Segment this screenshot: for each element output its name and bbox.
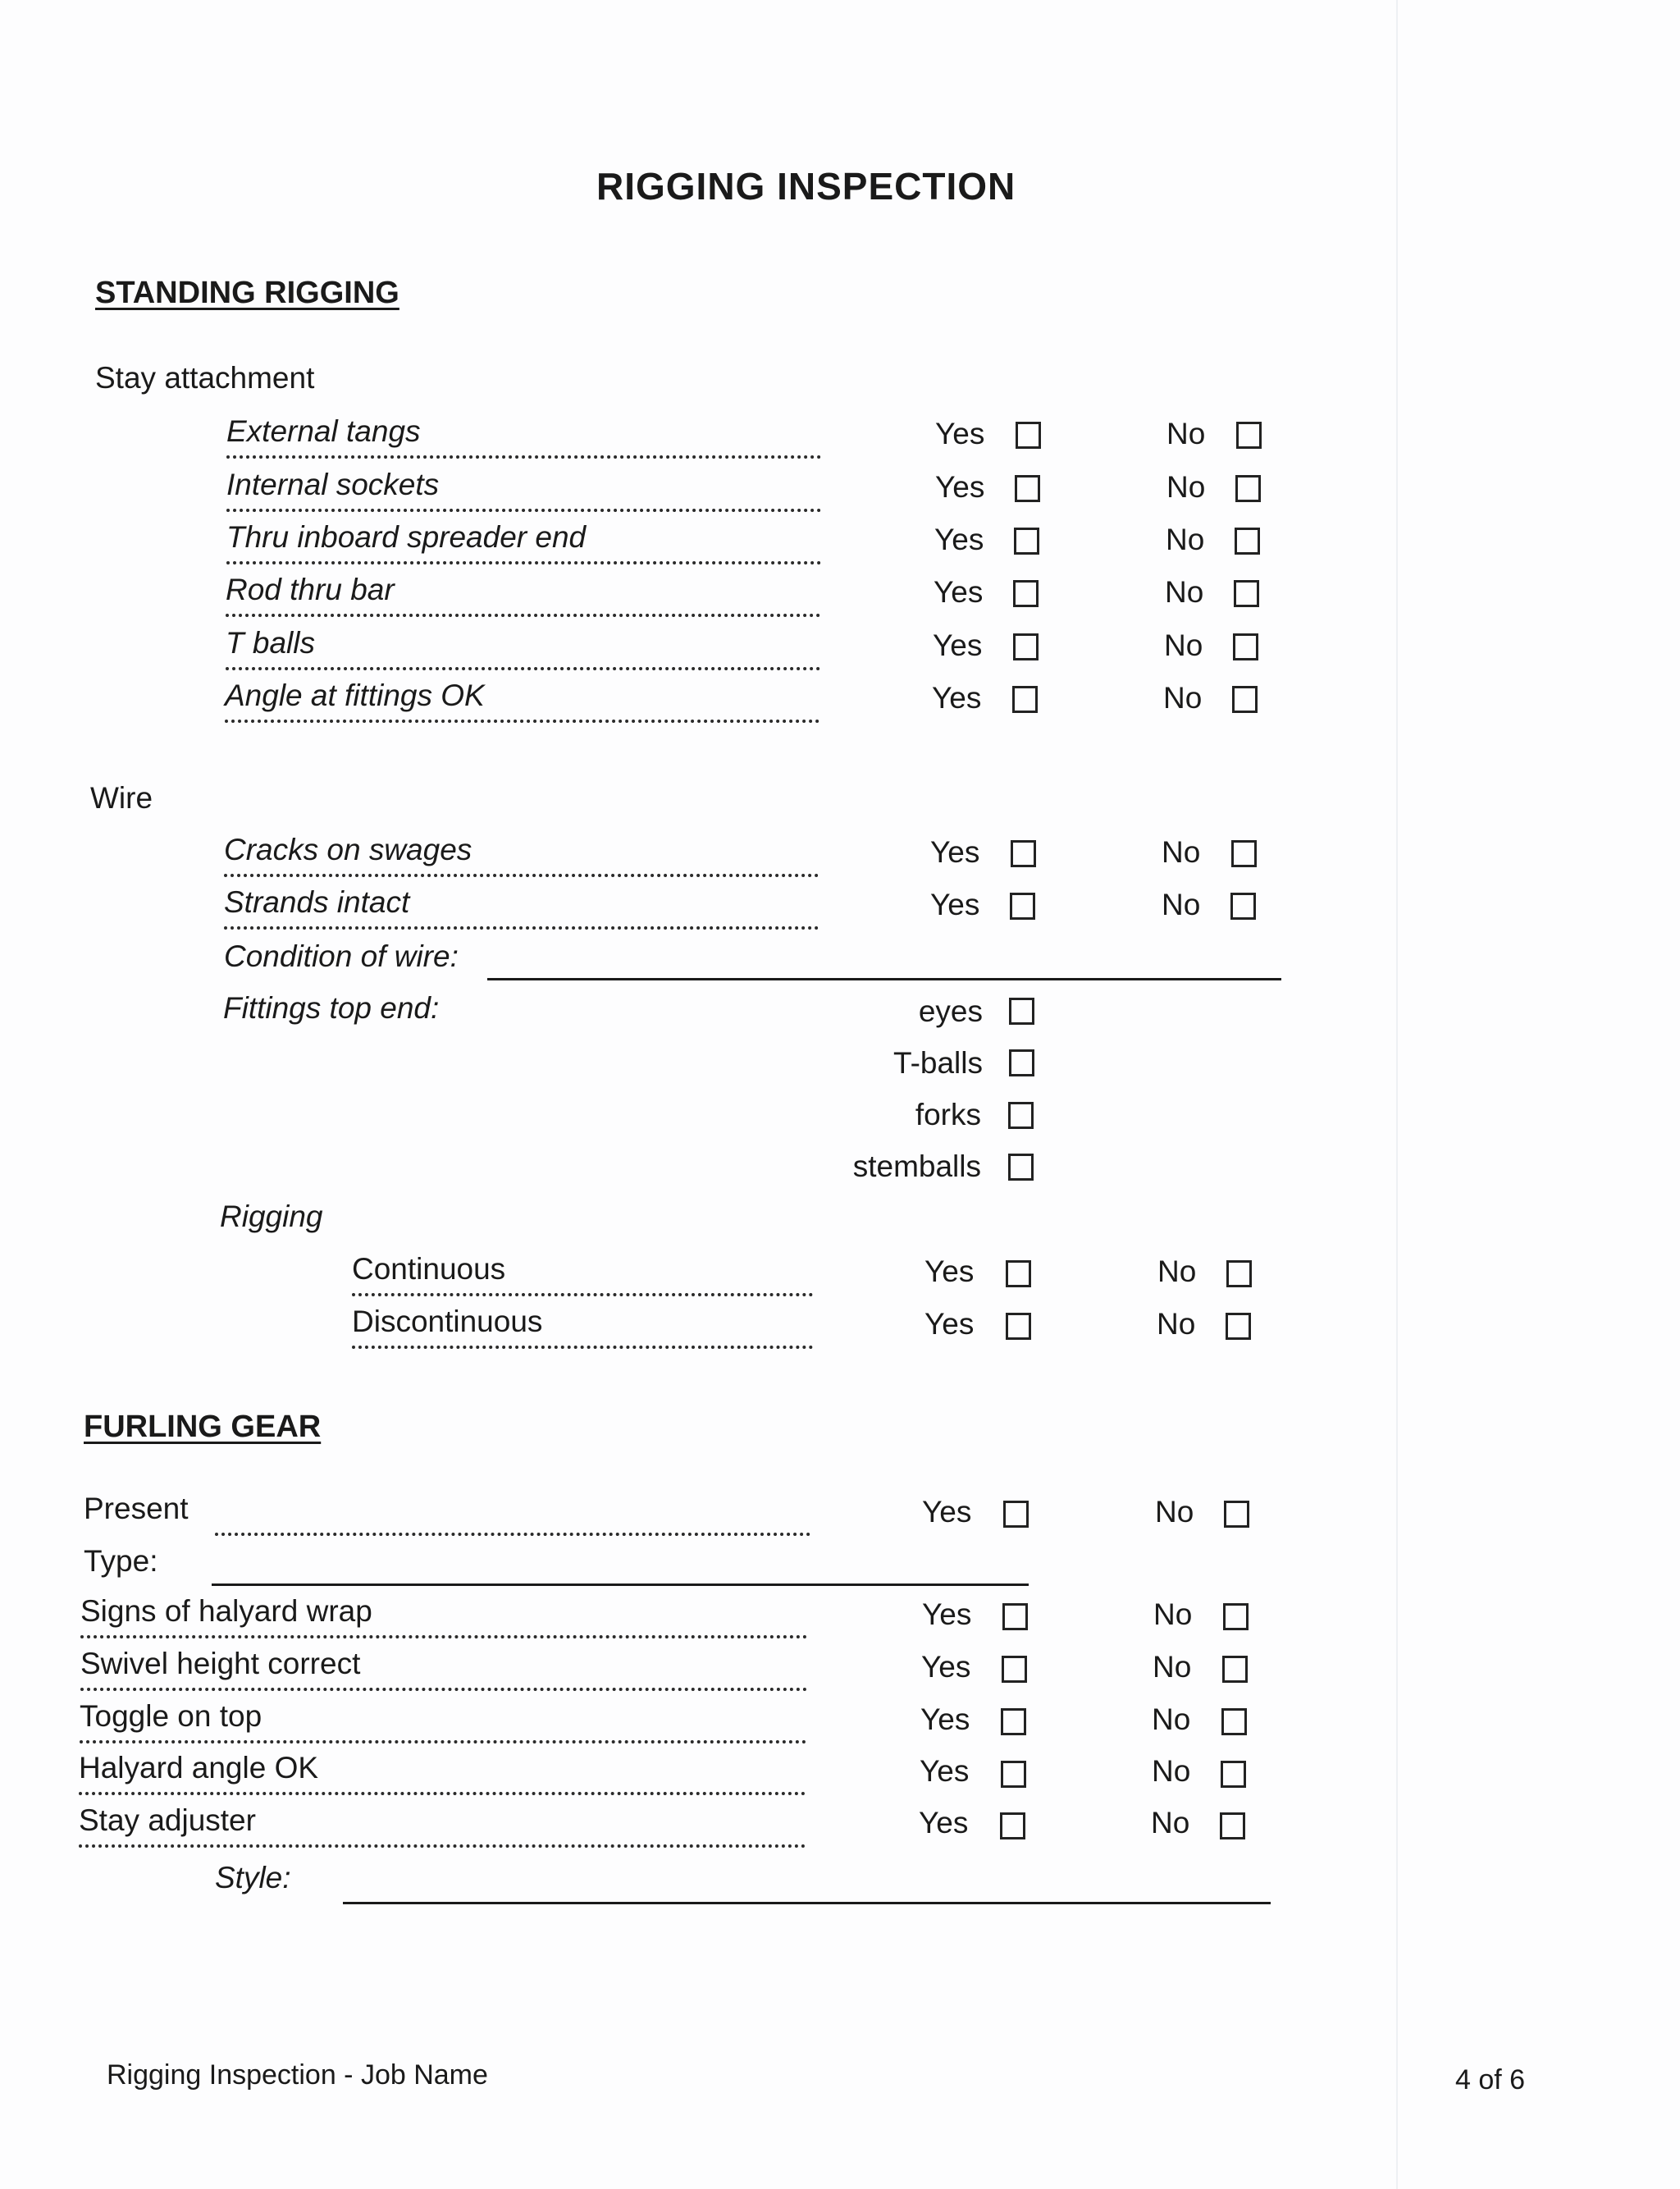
subsection-label-stay-attachment: Stay attachment xyxy=(95,361,315,395)
yes-checkbox-present[interactable] xyxy=(1003,1501,1029,1528)
yes-checkbox-rod-thru-bar[interactable] xyxy=(1013,580,1039,607)
no-label: No xyxy=(1166,523,1205,556)
section-heading-standing-rigging: STANDING RIGGING xyxy=(95,276,399,310)
no-label: No xyxy=(1157,1307,1196,1341)
checkbox-fitting-t-balls[interactable] xyxy=(1009,1049,1034,1076)
yes-checkbox-halyard-angle-ok[interactable] xyxy=(1001,1761,1026,1788)
row-label-swivel-height-correct: Swivel height correct xyxy=(80,1647,807,1691)
no-label: No xyxy=(1165,575,1204,609)
no-label: No xyxy=(1153,1650,1192,1684)
row-label-external-tangs: External tangs xyxy=(226,414,821,459)
style-line[interactable] xyxy=(343,1902,1271,1904)
no-checkbox-toggle-on-top[interactable] xyxy=(1221,1708,1247,1735)
no-checkbox-t-balls[interactable] xyxy=(1233,633,1258,660)
no-checkbox-angle-at-fittings-ok[interactable] xyxy=(1232,686,1258,713)
row-label-cracks-on-swages: Cracks on swages xyxy=(224,833,819,877)
no-checkbox-continuous[interactable] xyxy=(1226,1260,1252,1287)
no-label: No xyxy=(1152,1754,1191,1788)
no-checkbox-halyard-angle-ok[interactable] xyxy=(1221,1761,1246,1788)
no-checkbox-stay-adjuster[interactable] xyxy=(1220,1812,1245,1839)
no-checkbox-rod-thru-bar[interactable] xyxy=(1234,580,1259,607)
yes-checkbox-t-balls[interactable] xyxy=(1013,633,1039,660)
present-dotted-line xyxy=(215,1533,810,1536)
no-label: No xyxy=(1152,1702,1191,1736)
condition-of-wire-line[interactable] xyxy=(487,978,1281,980)
type-line[interactable] xyxy=(212,1583,1029,1586)
no-label: No xyxy=(1166,470,1206,504)
yes-checkbox-thru-inboard-spreader-end[interactable] xyxy=(1014,528,1039,555)
row-label-stay-adjuster: Stay adjuster xyxy=(79,1803,806,1848)
no-label: No xyxy=(1153,1597,1193,1631)
yes-label: Yes xyxy=(935,470,985,504)
yes-label: Yes xyxy=(920,1754,970,1788)
row-label-continuous: Continuous xyxy=(352,1252,813,1296)
no-label: No xyxy=(1157,1254,1197,1288)
yes-checkbox-swivel-height-correct[interactable] xyxy=(1002,1656,1027,1683)
row-label-strands-intact: Strands intact xyxy=(224,885,819,930)
yes-label: Yes xyxy=(922,1495,972,1529)
checkbox-fitting-eyes[interactable] xyxy=(1009,998,1034,1025)
yes-label: Yes xyxy=(932,681,982,715)
yes-checkbox-stay-adjuster[interactable] xyxy=(1000,1812,1025,1839)
row-label-present: Present xyxy=(84,1492,189,1525)
yes-label: Yes xyxy=(920,1702,970,1736)
yes-checkbox-angle-at-fittings-ok[interactable] xyxy=(1012,686,1038,713)
checkbox-fitting-stemballs[interactable] xyxy=(1008,1154,1034,1181)
no-checkbox-present[interactable] xyxy=(1224,1501,1249,1528)
yes-checkbox-continuous[interactable] xyxy=(1006,1260,1031,1287)
page-edge-shadow xyxy=(1396,0,1398,2189)
fitting-option-eyes: eyes xyxy=(918,994,983,1028)
no-label: No xyxy=(1151,1806,1190,1839)
type-label: Type: xyxy=(84,1544,158,1578)
yes-label: Yes xyxy=(935,417,985,450)
no-label: No xyxy=(1162,835,1201,869)
yes-checkbox-cracks-on-swages[interactable] xyxy=(1011,840,1036,867)
yes-label: Yes xyxy=(933,628,983,662)
no-checkbox-signs-of-halyard-wrap[interactable] xyxy=(1223,1603,1249,1630)
row-label-thru-inboard-spreader-end: Thru inboard spreader end xyxy=(226,520,821,564)
condition-of-wire-label: Condition of wire: xyxy=(224,939,459,973)
no-checkbox-thru-inboard-spreader-end[interactable] xyxy=(1235,528,1260,555)
fitting-option-t-balls: T-balls xyxy=(893,1046,983,1080)
row-label-angle-at-fittings-ok: Angle at fittings OK xyxy=(225,679,819,723)
row-label-discontinuous: Discontinuous xyxy=(352,1305,813,1349)
row-label-t-balls: T balls xyxy=(226,626,820,670)
yes-checkbox-external-tangs[interactable] xyxy=(1016,422,1041,449)
no-checkbox-strands-intact[interactable] xyxy=(1230,893,1256,920)
yes-label: Yes xyxy=(921,1650,971,1684)
yes-label: Yes xyxy=(930,835,980,869)
yes-checkbox-discontinuous[interactable] xyxy=(1006,1313,1031,1340)
no-label: No xyxy=(1166,417,1206,450)
yes-label: Yes xyxy=(930,888,980,921)
row-label-internal-sockets: Internal sockets xyxy=(226,468,821,512)
row-label-toggle-on-top: Toggle on top xyxy=(80,1699,806,1743)
fitting-option-stemballs: stemballs xyxy=(852,1149,981,1183)
yes-label: Yes xyxy=(934,575,984,609)
yes-label: Yes xyxy=(924,1307,975,1341)
checkbox-fitting-forks[interactable] xyxy=(1008,1102,1034,1129)
yes-checkbox-strands-intact[interactable] xyxy=(1010,893,1035,920)
yes-checkbox-internal-sockets[interactable] xyxy=(1015,475,1040,502)
yes-checkbox-toggle-on-top[interactable] xyxy=(1001,1708,1026,1735)
no-label: No xyxy=(1164,628,1203,662)
style-label: Style: xyxy=(215,1861,291,1894)
fitting-option-forks: forks xyxy=(915,1098,981,1131)
footer-page-number: 4 of 6 xyxy=(1455,2064,1526,2095)
section-heading-furling-gear: FURLING GEAR xyxy=(84,1410,322,1444)
no-checkbox-internal-sockets[interactable] xyxy=(1235,475,1261,502)
yes-label: Yes xyxy=(922,1597,972,1631)
page-title: RIGGING INSPECTION xyxy=(596,165,1016,208)
footer-document-name: Rigging Inspection - Job Name xyxy=(107,2059,488,2091)
no-label: No xyxy=(1155,1495,1194,1529)
no-checkbox-discontinuous[interactable] xyxy=(1226,1313,1251,1340)
row-label-halyard-angle-ok: Halyard angle OK xyxy=(79,1751,806,1795)
yes-checkbox-signs-of-halyard-wrap[interactable] xyxy=(1002,1603,1028,1630)
subsection-label-rigging: Rigging xyxy=(220,1200,323,1233)
no-checkbox-cracks-on-swages[interactable] xyxy=(1231,840,1257,867)
yes-label: Yes xyxy=(919,1806,969,1839)
no-checkbox-swivel-height-correct[interactable] xyxy=(1222,1656,1248,1683)
no-checkbox-external-tangs[interactable] xyxy=(1236,422,1262,449)
yes-label: Yes xyxy=(934,523,984,556)
yes-label: Yes xyxy=(924,1254,975,1288)
fittings-top-end-label: Fittings top end: xyxy=(223,991,440,1025)
row-label-signs-of-halyard-wrap: Signs of halyard wrap xyxy=(80,1594,807,1638)
subsection-label-wire: Wire xyxy=(90,781,153,815)
no-label: No xyxy=(1162,888,1201,921)
row-label-rod-thru-bar: Rod thru bar xyxy=(226,573,820,617)
no-label: No xyxy=(1163,681,1203,715)
